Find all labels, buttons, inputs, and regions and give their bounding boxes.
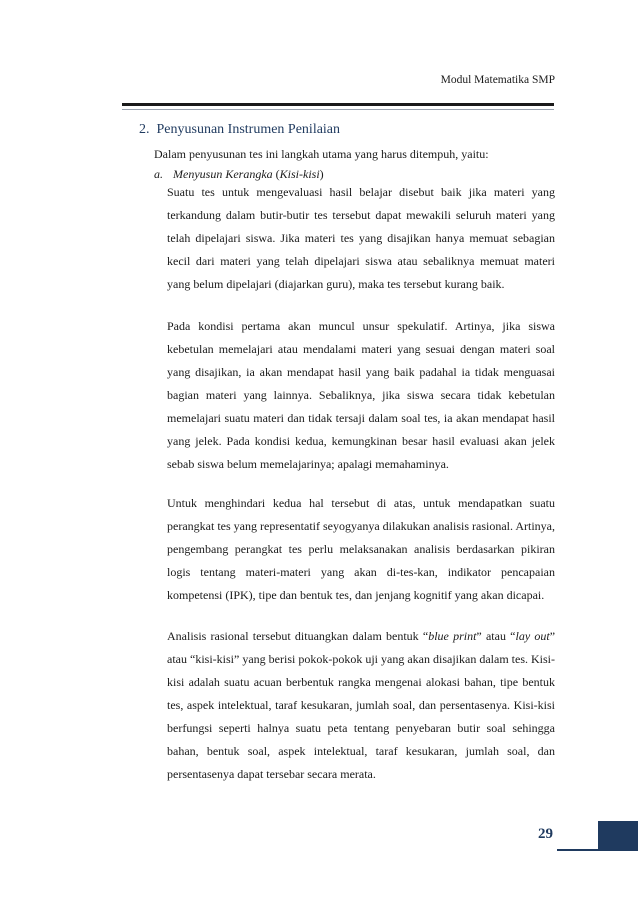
paragraph-4-blue-print: blue print <box>428 629 477 643</box>
footer-corner-block <box>598 821 638 849</box>
paragraph-4-part-e: ” atau “kisi-kisi” yang berisi pokok-pokok uji yang akan disajikan dalam tes. Kisi-kisi adalah suatu acuan berbentuk rangka mengenai alokasi bahan, tipe bentuk tes, aspek intelektual, taraf kesukaran, jumlah soal, dan persentasenya. Kisi-kisi berfungsi seperti halnya suatu peta tentang penyebaran butir soal sehingga bahan, bentuk soal, aspek intelektual, taraf kesukaran, jumlah soal, dan persentasenya dapat tersebar secara merata. <box>167 629 556 781</box>
footer-corner-rule <box>557 849 638 851</box>
paragraph-3-text: Untuk menghindari kedua hal tersebut di atas, untuk mendapatkan suatu perangkat tes yang representatif seyogyanya dilakukan analisis rasional. Artinya, pengembang perangkat tes perlu melaksanakan analisis berdasarkan pikiran logis tentang materi-materi yang akan di-tes-kan, indikator pencapaian kompetensi (IPK), tipe dan bentuk tes, dan jenjang kognitif yang akan dicapai. <box>167 496 555 602</box>
paragraph-1 <box>167 181 555 296</box>
section-title: Penyusunan Instrumen Penilaian <box>156 122 341 137</box>
paragraph-3 <box>167 492 555 607</box>
section-number: 2. <box>139 122 150 137</box>
subsection-title: Menyusun Kerangka <box>173 167 273 181</box>
running-header: Modul Matematika SMP <box>440 74 555 86</box>
paragraph-4 <box>167 625 555 786</box>
subsection-heading <box>154 167 324 182</box>
subsection-paren-open: ( <box>272 167 280 181</box>
section-heading <box>139 122 340 138</box>
paragraph-4-lay-out: lay out <box>515 629 550 643</box>
subsection-paren-close: ) <box>319 167 324 181</box>
subsection-paren-text: Kisi-kisi <box>279 167 320 181</box>
header-rule-thick <box>122 103 554 106</box>
page-number: 29 <box>538 826 553 842</box>
paragraph-4-part-c: ” atau “ <box>476 629 516 643</box>
subsection-letter: a. <box>154 167 163 181</box>
paragraph-1-text: Suatu tes untuk mengevaluasi hasil belajar disebut baik jika materi yang terkandung dalam butir-butir tes tersebut dapat mewakili seluruh materi yang telah dipelajari siswa. Jika materi tes yang disajikan hanya memuat sebagian kecil dari materi yang telah dipelajari siswa atau sebaliknya memuat materi yang belum dipelajari (diajarkan guru), maka tes tersebut kurang baik. <box>167 185 555 291</box>
header-rule-thin <box>122 109 554 110</box>
paragraph-2-text: Pada kondisi pertama akan muncul unsur spekulatif. Artinya, jika siswa kebetulan memelajari atau mendalami materi yang sesuai dengan materi soal yang disajikan, ia akan mendapat hasil yang baik padahal ia tidak menguasai bagian materi yang lainnya. Sebaliknya, jika siswa secara tidak kebetulan memelajari suatu materi dan tidak tersaji dalam soal tes, ia akan mendapat hasil yang jelek. Pada kondisi kedua, kemungkinan besar hasil evaluasi akan jelek sebab siswa belum memelajarinya; apalagi memahaminya. <box>167 319 555 471</box>
paragraph-4-part-a: Analisis rasional tersebut dituangkan dalam bentuk “ <box>167 629 429 643</box>
paragraph-4-text <box>167 625 555 786</box>
section-intro: Dalam penyusunan tes ini langkah utama yang harus ditempuh, yaitu: <box>154 147 489 161</box>
paragraph-2 <box>167 315 555 476</box>
